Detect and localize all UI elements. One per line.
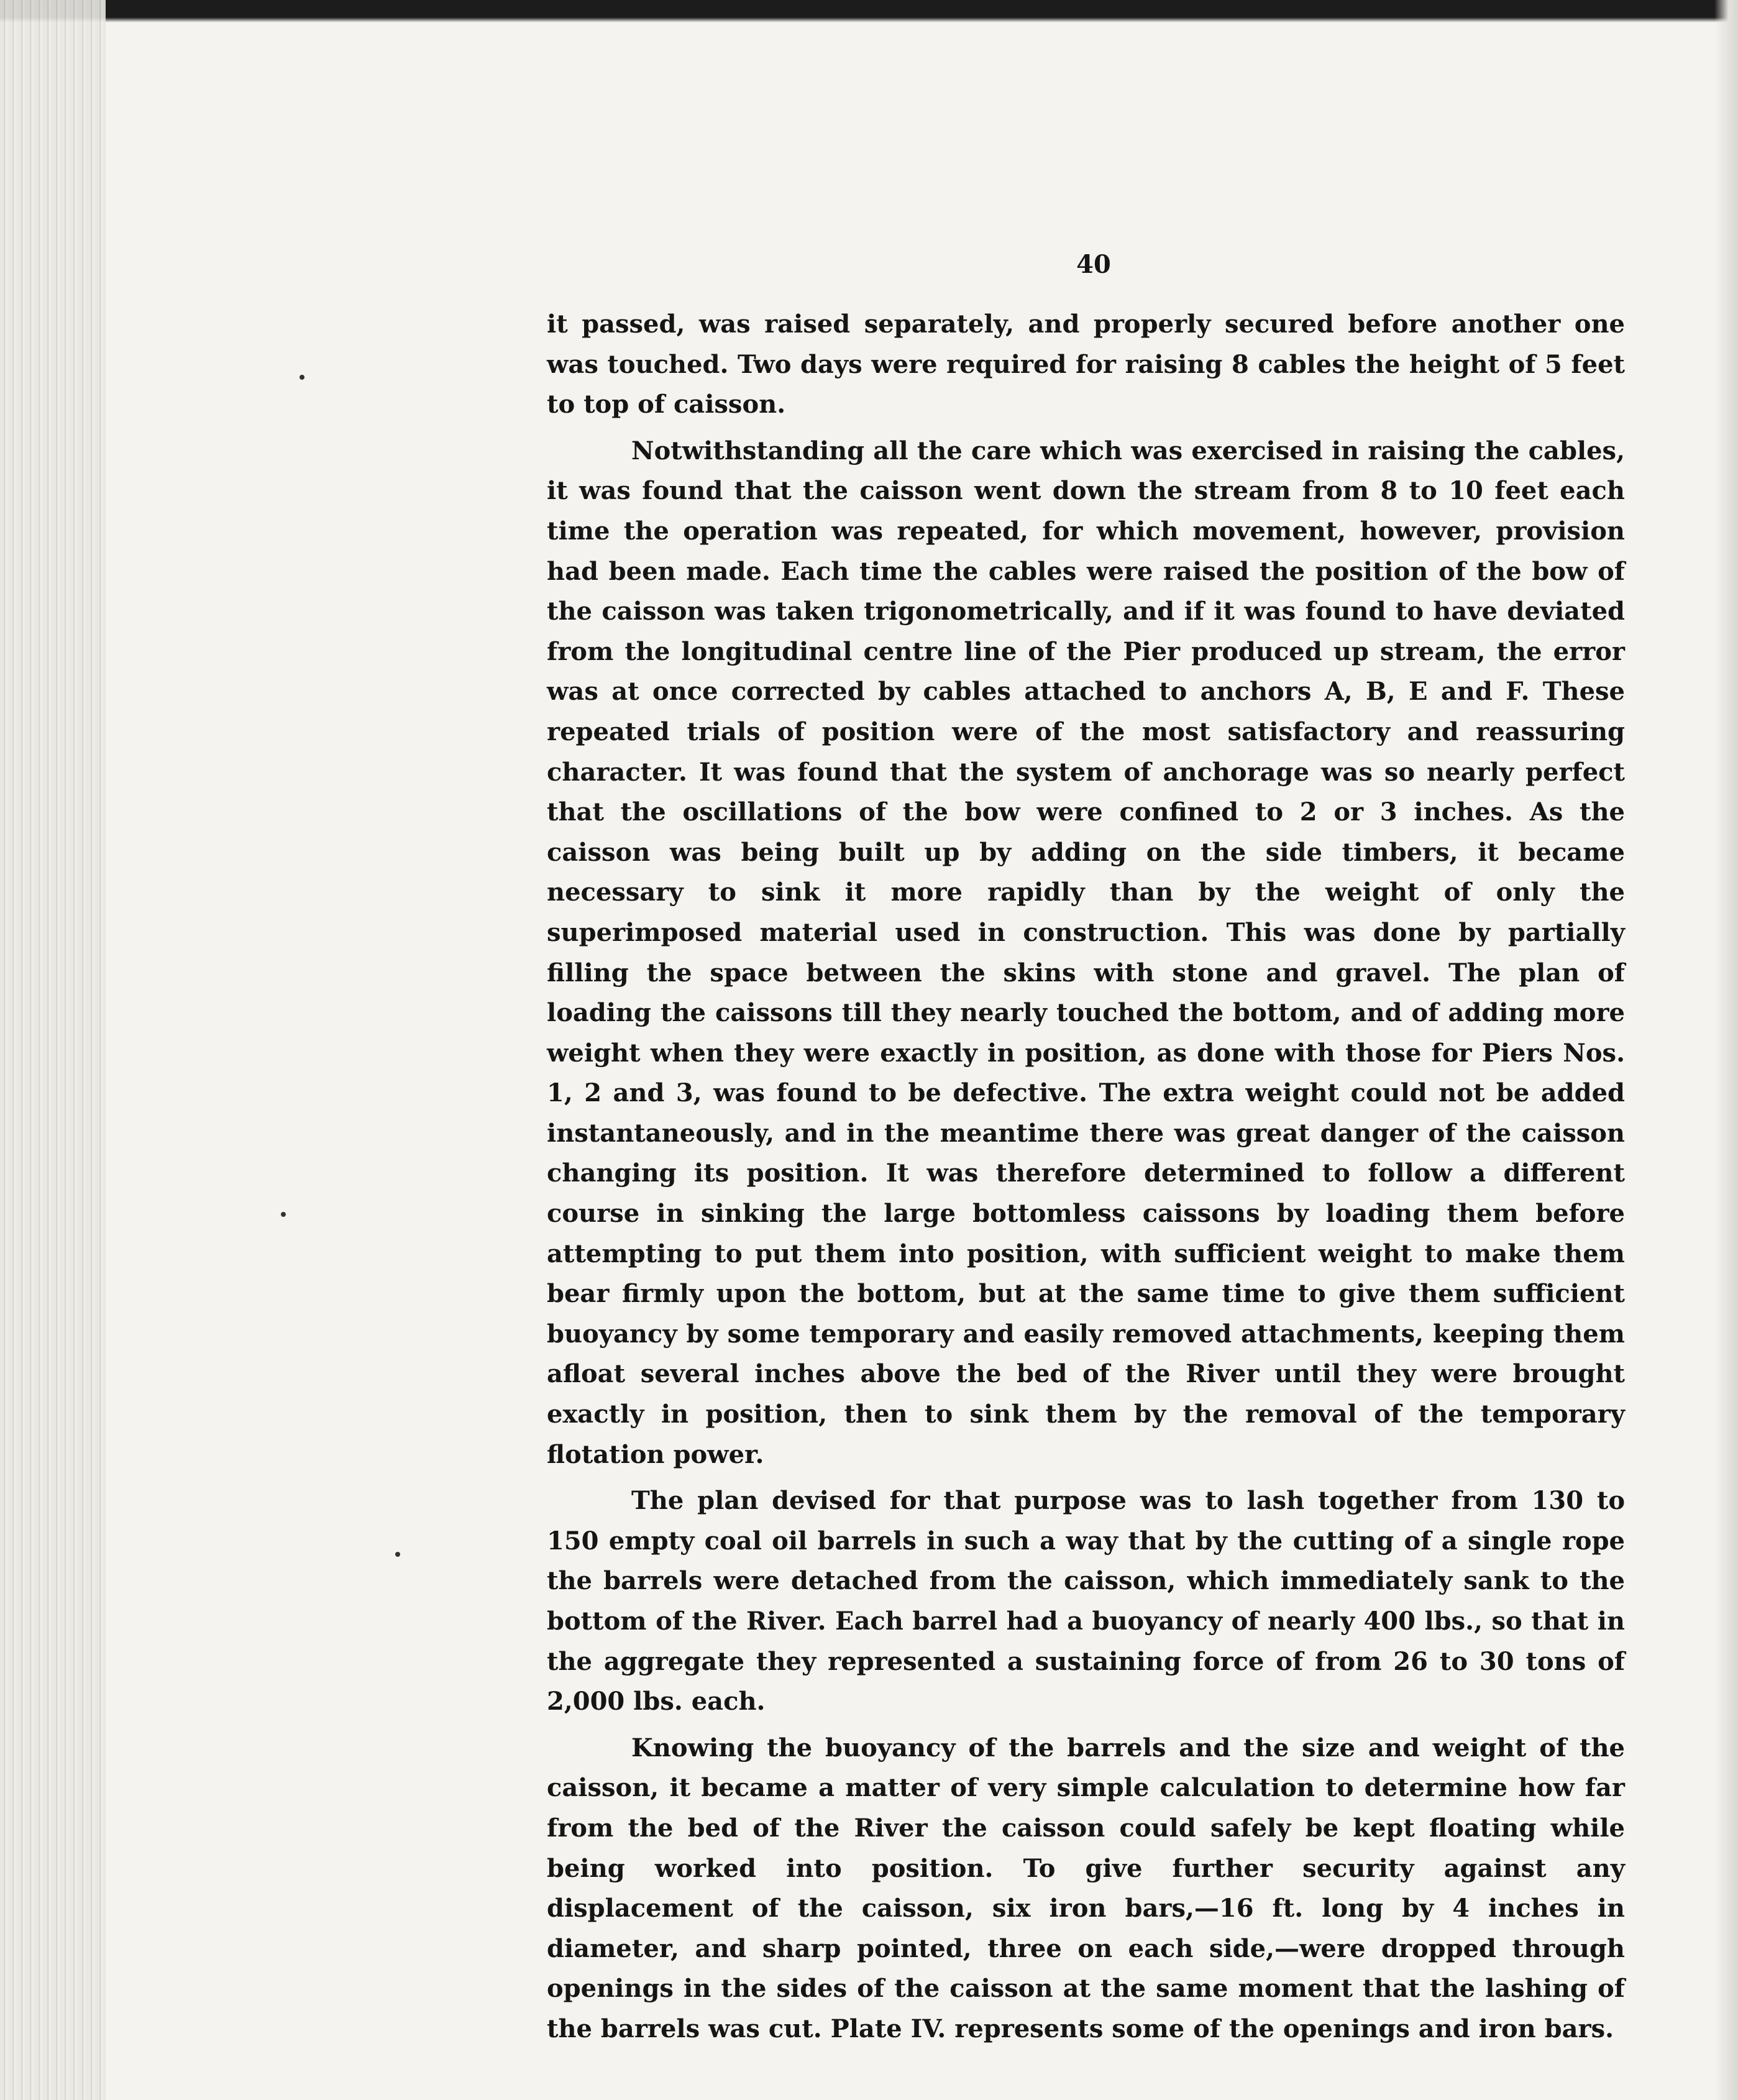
paragraph-barrels: The plan devised for that purpose was to lash together from 130 to 150 empty coal oil barrels in such a way that by the cutting of a single rope the barrels were detached from the caisson, which immediately sank to the bottom of the River. Each barrel had a buoyancy of nearly 400 lbs., so that in the aggregate they represented a sustaining force of from 26 to 30 tons of 2,000 lbs. each. xyxy=(547,1486,1625,1717)
scan-right-edge xyxy=(1714,0,1738,2100)
scan-top-edge xyxy=(0,0,1738,22)
scan-speck xyxy=(395,1552,400,1557)
paragraph-buoyancy: Knowing the buoyancy of the barrels and the size and weight of the caisson, it became a matter of very simple calculation to determine how far from the bed of the River the caisson could safely be kept floating while being worked into position. To give further security against any displacement of the caisson, six iron bars,—16 ft. long by 4 inches in diameter, and sharp pointed, three on each side,—were dropped through openings in the sides of the caisson at the same moment that the lashing of the barrels was cut. Plate IV. represents some of the openings and iron bars. xyxy=(547,1733,1625,2043)
scan-speck xyxy=(281,1212,286,1217)
body-text xyxy=(547,305,1625,2050)
stacked-page-edges xyxy=(0,0,106,2100)
paragraph-continuation: it passed, was raised separately, and properly secured before another one was touched. Two days were required for raising 8 cables the height of 5 feet to top of caisson. xyxy=(547,309,1625,420)
paragraph-cables: Notwithstanding all the care which was exercised in raising the cables, it was found that the caisson went down the stream from 8 to 10 feet each time the operation was repeated, for which movement, however, provision had been made. Each time the cables were raised the position of the bow of the caisson was taken trigonometrically, and if it was found to have deviated from the longitudinal centre line of the Pier produced up stream, the error was at once corrected by cables attached to anchors A, B, E and F. These repeated trials of position were of the most satisfactory and reassuring character. It was found that the system of anchorage was so nearly perfect that the oscillations of the bow were confined to 2 or 3 inches. As the caisson was being built up by adding on the side timbers, it became necessary to sink it more rapidly than by the weight of only the superimposed material used in construction. This was done by partially filling the space between the skins with stone and gravel. The plan of loading the caissons till they nearly touched the bottom, and of adding more weight when they were exactly in position, as done with those for Piers Nos. 1, 2 and 3, was found to be defective. The extra weight could not be added instantaneously, and in the meantime there was great danger of the caisson changing its position. It was therefore determined to follow a different course in sinking the large bottomless caissons by loading them before attempting to put them into position, with sufficient weight to make them bear firmly upon the bottom, but at the same time to give them sufficient buoyancy by some temporary and easily removed attachments, keeping them afloat several inches above the bed of the River until they were brought exactly in position, then to sink them by the removal of the temporary flotation power. xyxy=(547,436,1625,1469)
page-number: 40 xyxy=(1076,250,1111,279)
scan-speck xyxy=(300,375,304,380)
